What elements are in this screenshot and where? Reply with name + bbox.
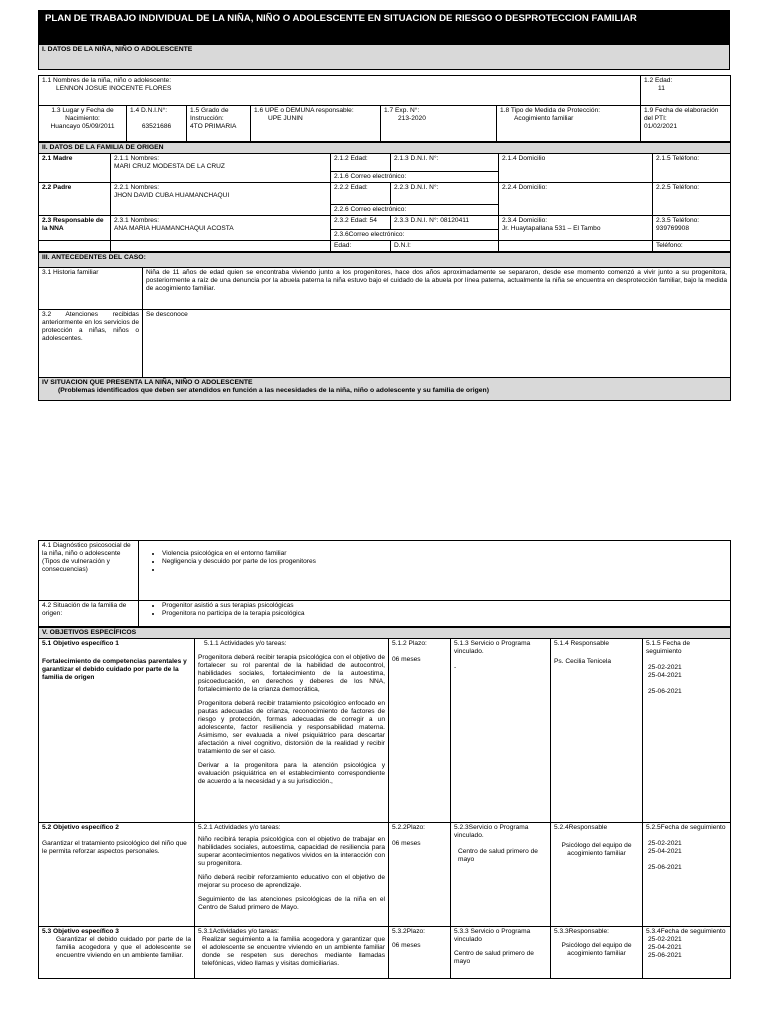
objective-1-activity: Progenitora deberá recibir terapia psicológica con el objetivo de fortalecer su rol parental de la habilidad de autocontrol, habilidades sociales, fortalecimiento de la autoestima, psicoeducación, en derechos y deberes de los NNA, fortalecimiento de la crianza democrática, <box>198 654 385 693</box>
diagnosis-item: • Violencia psicológica en el entorno familiar <box>162 550 727 558</box>
objective-3-activity: Realizar seguimiento a la familia acogedora y garantizar que el adolescente se encuentre viviendo en un ambiente familiar donde se respeten sus derechos mediante llamadas telefónicas, video llamas y visitas domiciliarias. <box>202 936 385 967</box>
objective-1-title: 5.1 Objetivo específico 1 <box>42 640 119 647</box>
family-table <box>38 142 731 252</box>
objective-3-term <box>389 927 451 979</box>
objectives-table <box>38 627 731 979</box>
date-value: 01/02/2021 <box>644 123 678 130</box>
section-4-header: IV SITUACION QUE PRESENTA LA NIÑA, NIÑO O ADOLESCENTE <box>42 379 253 386</box>
family-situation-list <box>142 602 727 618</box>
attentions-label: 3.2 Atenciones recibidas anteriormente en los servicios de protección a niñas, niños o adolescentes. <box>39 310 143 378</box>
objective-3-dates-label: 5.3.4Fecha de seguimiento <box>646 928 726 935</box>
madre-names-label: 2.1.1 Nombres: <box>114 155 160 162</box>
objective-2-activities <box>195 823 389 927</box>
header-table <box>38 10 730 70</box>
section-1-header: I. DATOS DE LA NIÑA, NIÑO O ADOLESCENTE <box>39 45 730 70</box>
birth-label: 1.3 Lugar y Fecha de Nacimiento: <box>51 107 114 122</box>
diagnosis-item: • Negligencia y descuido por parte de los progenitores <box>162 558 727 566</box>
objective-2-term-label: 5.2.2Plazo: <box>392 824 425 831</box>
measure-label: 1.8 Tipo de Medida de Protección: <box>500 107 601 114</box>
background-table <box>38 252 731 401</box>
padre-telefono: 2.2.5 Teléfono: <box>653 183 731 216</box>
grade-cell <box>187 106 251 142</box>
objective-2-service-value: Centro de salud primero de mayo <box>458 848 538 863</box>
objective-2-activity: Niño recibirá terapia psicológica con el objetivo de trabajar en habilidades sociales, autoestima, capacidad de resiliencia para superar acontecimientos negativos vividos en la interacción con su progenitora. <box>198 836 385 867</box>
responsable-telefono-label: 2.3.5 Teléfono: <box>656 217 700 224</box>
child-name-value: LENNON JOSUE INOCENTE FLORES <box>56 85 172 92</box>
madre-telefono: 2.1.5 Teléfono: <box>653 154 731 183</box>
responsable-telefono-value: 939769908 <box>656 225 690 232</box>
objective-1-term <box>389 639 451 823</box>
responsable-domicilio-cell <box>499 216 653 241</box>
objective-1-responsible-value: Ps. Cecilia Tenicela <box>554 658 612 665</box>
age-cell <box>641 76 731 106</box>
padre-domicilio: 2.2.4 Domicilio: <box>499 183 653 216</box>
objective-2-activities-label: 5.2.1 Actividades y/o tareas: <box>198 824 281 831</box>
family-situation-item: • Progenitor asistió a sus terapias psicológicas <box>162 602 727 610</box>
upe-label: 1.6 UPE o DEMUNA responsable: <box>254 107 354 114</box>
objective-2-date: 25-06-2021 <box>648 864 682 871</box>
dni-label: 1.4 D.N.I.N°: <box>130 107 168 114</box>
extra-edad: Edad: <box>331 241 391 252</box>
objective-3-term-label: 5.3.2Plazo: <box>392 928 425 935</box>
section-4-subheader: (Problemas identificados que deben ser atendidos en función a las necesidades de la niña, niño o adolescente y su familia de origen) <box>58 387 489 394</box>
history-label: 3.1 Historia familiar <box>39 268 143 310</box>
date-label: 1.9 Fecha de elaboración del PTI: <box>644 107 719 122</box>
objective-2-responsible-value: Psicólogo del equipo de acogimiento familiar <box>561 842 632 857</box>
age-value: 11 <box>658 85 665 92</box>
objective-3-service <box>451 927 551 979</box>
objective-1-text: Fortalecimiento de competencias parentales y garantizar el debido cuidado por parte de la familia de origen <box>42 658 187 681</box>
objective-3-text: Garantizar el debido cuidado por parte de la familia acogedora y que el adolescente se encuentre viviendo en un ambiente familiar. <box>56 936 191 959</box>
objective-3-activities <box>195 927 389 979</box>
objective-3-responsible-value: Psicólogo del equipo de acogimiento familiar <box>561 942 632 957</box>
objective-2-title: 5.2 Objetivo específico 2 <box>42 824 119 831</box>
padre-names-label: 2.2.1 Nombres: <box>114 184 160 191</box>
responsable-edad: 2.3.2 Edad: 54 <box>331 216 391 230</box>
objective-2-dates <box>643 823 731 927</box>
responsable-names-label: 2.3.1 Nombres: <box>114 217 160 224</box>
objective-3-responsible-label: 5.3.3Responsable: <box>554 928 609 935</box>
padre-names-cell <box>111 183 331 216</box>
objective-1-activity: Derivar a la progenitora para la atención psicológica y evaluación psiquiátrica en el establecimiento correspondiente de acuerdo a la necesidad y a su jurisdicción., <box>198 762 385 785</box>
exp-label: 1.7 Exp. N°: <box>384 107 420 114</box>
objective-2-service-label: 5.2.3Servicio o Programa vinculado. <box>454 824 529 839</box>
family-situation-label: 4.2 Situación de la familia de origen: <box>39 601 139 627</box>
objective-2-activity: Niño deberá recibir reforzamiento educativo con el objetivo de mejorar su proceso de aprendizaje. <box>198 874 385 889</box>
objective-1-cell <box>39 639 195 823</box>
objective-2-date: 25-02-2021 <box>648 840 682 847</box>
objective-3-responsible <box>551 927 643 979</box>
padre-dni: 2.2.3 D.N.I. N°: <box>391 183 499 205</box>
upe-value: UPE JUNIN <box>268 115 303 122</box>
objective-2-responsible <box>551 823 643 927</box>
objective-1-dates <box>643 639 731 823</box>
date-cell <box>641 106 731 142</box>
responsable-correo: 2.3.6Correo electrónico: <box>331 230 499 241</box>
dni-cell <box>127 106 187 142</box>
exp-value: 213-2020 <box>398 115 426 122</box>
responsable-domicilio-value: Jr. Huaytapallana 531 – El Tambo <box>502 225 601 232</box>
objective-1-service-value: - <box>454 664 457 671</box>
madre-dni: 2.1.3 D.N.I. N°: <box>391 154 499 172</box>
attentions-text: Se desconoce <box>143 310 731 378</box>
document-title: PLAN DE TRABAJO INDIVIDUAL DE LA NIÑA, NIÑO O ADOLESCENTE EN SITUACION DE RIESGO O DESPROTECCION FAMILIAR <box>39 11 730 45</box>
objective-3-date: 25-02-2021 <box>648 936 682 943</box>
section-3-header: III. ANTECEDENTES DEL CASO: <box>39 253 731 268</box>
objective-3-date: 25-04-2021 <box>648 944 682 951</box>
section-2-header: II. DATOS DE LA FAMILIA DE ORIGEN <box>39 143 731 154</box>
objective-1-term-label: 5.1.2 Plazo: <box>392 640 427 647</box>
objective-1-responsible <box>551 639 643 823</box>
padre-names: JHON DAVID CUBA HUAMANCHAQUI <box>114 192 230 199</box>
objective-3-cell <box>39 927 195 979</box>
padre-edad: 2.2.2 Edad: <box>331 183 391 205</box>
madre-correo: 2.1.6 Correo electrónico: <box>331 172 499 183</box>
page-1 <box>38 10 730 401</box>
objective-2-text: Garantizar el tratamiento psicológico del niño que le permita reforzar aspectos personales. <box>42 840 187 855</box>
objective-3-service-value: Centro de salud primero de mayo <box>454 950 534 965</box>
objective-1-date: 25-06-2021 <box>648 688 682 695</box>
objective-1-dates-label: 5.1.5 Fecha de seguimiento <box>646 640 690 655</box>
history-text: Niña de 11 años de edad quien se encontraba viviendo junto a los progenitores, hace dos años aproximadamente se separaron, desde ese momento comenzó a vivir junto a su progenitora, posteriormente a raíz de una denuncia por la abuela paterna la niña estuvo bajo el cuidado de la abuela por línea paterna, actualmente la niña se encuentra en desprotección familiar, bajo la medida de acogimiento familiar. <box>143 268 731 310</box>
grade-value: 4TO PRIMARIA <box>190 123 237 130</box>
diagnosis-label: 4.1 Diagnóstico psicosocial de la niña, niño o adolescente (Tipos de vulneración y consecuencias) <box>39 541 139 601</box>
objective-1-activities <box>195 639 389 823</box>
objective-3-date: 25-06-2021 <box>648 952 682 959</box>
objective-2-cell <box>39 823 195 927</box>
objective-2-dates-label: 5.2.5Fecha de seguimiento <box>646 824 726 831</box>
objective-3-service-label: 5.3.3 Servicio o Programa vinculado <box>454 928 531 943</box>
objective-3-dates <box>643 927 731 979</box>
responsable-dni: 2.3.3 D.N.I. N°: 08120411 <box>391 216 499 230</box>
objective-2-date: 25-04-2021 <box>648 848 682 855</box>
child-data-table <box>38 75 731 142</box>
responsable-domicilio-label: 2.3.4 Domicilio: <box>502 217 548 224</box>
objective-1-activity: Progenitora deberá recibir tratamiento psicológico enfocado en pautas adecuadas de crianza, reconocimiento de factores de riesgo y protección, formas adecuadas de corregir a un adolescente, factor resiliencia y responsabilidad materna. Asimismo, ser evaluada a nivel psiquiátrico para descartar afectación a nivel cognitivo, distorsión de la realidad y recibir tratamiento de ser el caso. <box>198 700 385 755</box>
objective-2-service <box>451 823 551 927</box>
diagnosis-table <box>38 540 731 627</box>
extra-telefono: Teléfono: <box>653 241 731 252</box>
responsable-names: ANA MARIA HUAMANCHAQUI ACOSTA <box>114 225 234 232</box>
measure-value: Acogimiento familiar <box>514 115 574 122</box>
objective-2-activity: Seguimiento de las atenciones psicológicas de la niña en el Centro de Salud primero de Mayo. <box>198 896 385 911</box>
madre-names: MARI CRUZ MODESTA DE LA CRUZ <box>114 163 225 170</box>
objective-1-responsible-label: 5.1.4 Responsable <box>554 640 609 647</box>
madre-role: 2.1 Madre <box>39 154 111 183</box>
objective-1-date: 25-04-2021 <box>648 672 682 679</box>
dni-value: 63521686 <box>141 123 172 130</box>
measure-cell <box>497 106 641 142</box>
responsable-names-cell <box>111 216 331 241</box>
madre-domicilio: 2.1.4 Domicilio <box>499 154 653 183</box>
madre-names-cell <box>111 154 331 183</box>
objective-1-activities-label: 5.1.1 Actividades y/o tareas: <box>204 640 287 647</box>
exp-cell <box>381 106 497 142</box>
objective-1-service-label: 5.1.3 Servicio o Programa vinculado. <box>454 640 531 655</box>
objective-3-activities-label: 5.3.1Actividades y/o tareas: <box>198 928 280 935</box>
objective-2-term-value: 06 meses <box>392 840 421 847</box>
responsable-telefono-cell <box>653 216 731 241</box>
diagnosis-item <box>162 566 727 574</box>
objective-2-term <box>389 823 451 927</box>
family-situation-item: • Progenitora no participa de la terapia psicológica <box>162 610 727 618</box>
section-4-header-cell <box>39 378 731 401</box>
birth-cell <box>39 106 127 142</box>
upe-cell <box>251 106 381 142</box>
extra-dni: D.N.I: <box>391 241 499 252</box>
padre-role: 2.2 Padre <box>39 183 111 216</box>
objective-1-term-value: 06 meses <box>392 656 421 663</box>
objective-2-responsible-label: 5.2.4Responsable <box>554 824 608 831</box>
diagnosis-list <box>142 550 727 574</box>
child-name-cell <box>39 76 641 106</box>
objective-3-term-value: 06 meses <box>392 942 421 949</box>
responsable-role: 2.3 Responsable de la NNA <box>39 216 111 241</box>
objective-1-service <box>451 639 551 823</box>
madre-edad: 2.1.2 Edad: <box>331 154 391 172</box>
padre-correo: 2.2.6 Correo electrónico: <box>331 205 499 216</box>
age-label: 1.2 Edad: <box>644 77 673 84</box>
diagnosis-cell <box>139 541 731 601</box>
page-2 <box>38 540 730 979</box>
child-name-label: 1.1 Nombres de la niña, niño o adolescente: <box>42 77 172 84</box>
section-5-header: V. OBJETIVOS ESPECÍFICOS <box>39 628 731 639</box>
family-situation-cell <box>139 601 731 627</box>
birth-value: Huancayo 05/09/2011 <box>50 123 115 130</box>
grade-label: 1.5 Grado de Instrucción: <box>190 107 229 122</box>
objective-3-title: 5.3 Objetivo específico 3 <box>42 928 119 935</box>
objective-1-date: 25-02-2021 <box>648 664 682 671</box>
